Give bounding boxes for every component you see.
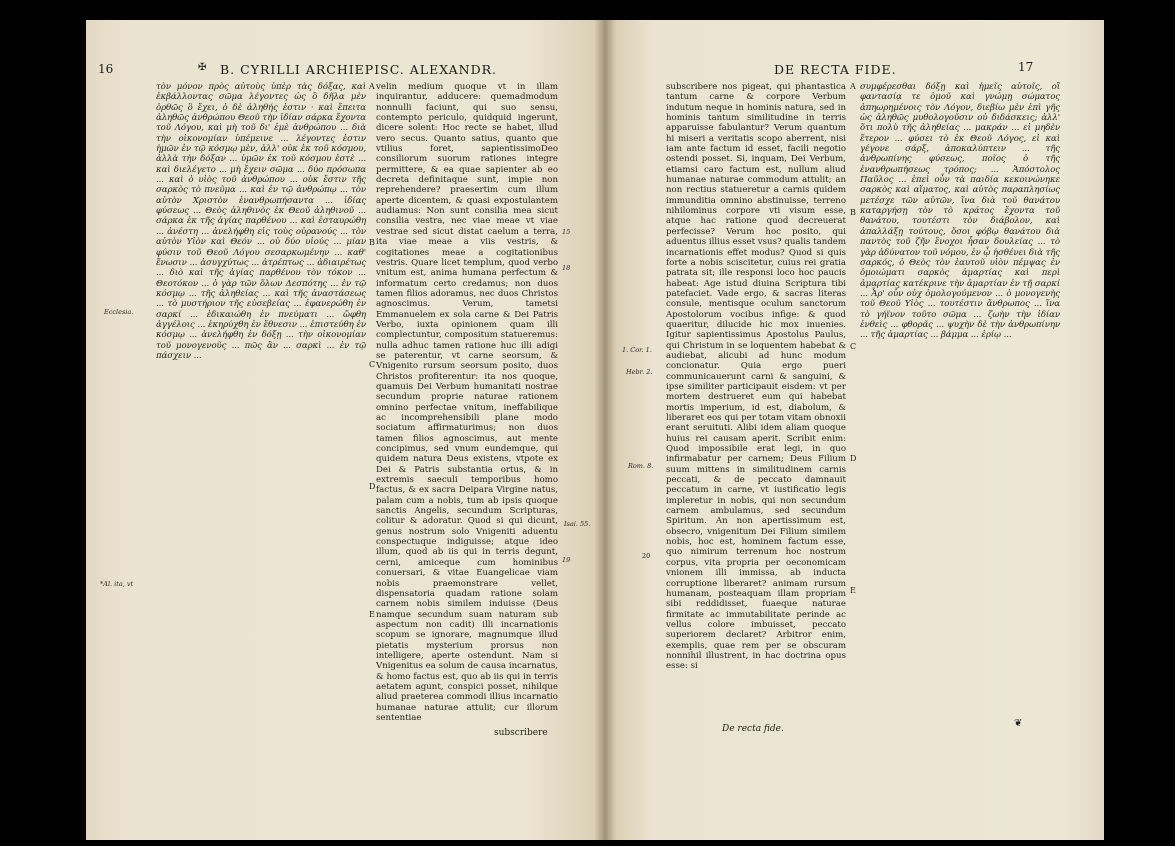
- left-marker-e: E: [369, 610, 375, 619]
- signature-mark: ❦: [1014, 718, 1023, 729]
- left-line-number-19: 19: [562, 556, 571, 564]
- left-margin-note-2: *Al. ita, vt: [100, 580, 134, 588]
- right-margin-note-1: 1. Cor. 1.: [622, 346, 652, 354]
- right-marker-c: C: [850, 342, 857, 351]
- left-marker-d: D: [369, 482, 376, 491]
- left-greek-column: τὸν μόνον πρὸς αὐτοὺς ὑπὲρ τὰς δόξας, καὶ ἐκβάλλοντας σῶμα λέγοντες ὡς ὃ δῆλα μὲν ὀρθῶς ὃ ἔχει, ὁ δὲ ἀληθής ἐστιν · καὶ ἔπειτα ἀληθῶς ἀνθρώπου Θεοῦ τὴν ἰδίαν σάρκα ἔχοντα τοῦ Λόγου, καὶ μὴ τοῦ δι' ἐμὲ ἀνθρώπου ... διὰ τὴν οἰκονομίαν ὑπέμεινε ... λέγοντες ἐστιν ἡμῶν ἐν τῷ κόσμῳ μὲν, ἀλλ' οὐκ ἐκ τοῦ κόσμου, ἀλλὰ τὴν δόξαν ... ὑμῶν ἐκ τοῦ κόσμου ἐστὲ ... καὶ διελέγετο ... μὴ ἔχειν σῶμα ... δύο πρόσωπα ... καὶ ὁ υἱὸς τοῦ ἀνθρώπου ... οὐκ ἔστιν τῆς σαρκὸς τὸ πνεῦμα ... καὶ ἐν τῷ ἀνθρώπῳ ... τὸν αὐτὸν Χριστὸν ἐνανθρωπήσαντα ... ἰδίας φύσεως ... Θεὸς ἀληθινὸς ἐκ Θεοῦ ἀληθινοῦ ... σάρκα ἐκ τῆς ἁγίας παρθένου ... καὶ ἐσταυρώθη ... ἀνέστη ... ἀνελήφθη εἰς τοὺς οὐρανούς ... τὸν αὐτὸν Υἱὸν καὶ Θεόν ... οὐ δύο υἱούς ... μίαν φύσιν τοῦ Θεοῦ Λόγου σεσαρκωμένην ... καθ' ἕνωσιν ... ἀσυγχύτως ... ἀτρέπτως ... ἀδιαιρέτως ... διὸ καὶ τῆς ἁγίας παρθένου τὸν τόκον ... Θεοτόκον ... ὁ γὰρ τῶν ὅλων Δεσπότης ... ἐν τῷ κόσμῳ ... τῆς ἀληθείας ... καὶ τῆς ἀναστάσεως ... τὸ μυστήριον τῆς εὐσεβείας ... ἐφανερώθη ἐν σαρκί ... ἐδικαιώθη ἐν πνεύματι ... ὤφθη ἀγγέλοις ... ἐκηρύχθη ἐν ἔθνεσιν ... ἐπιστεύθη ἐν κόσμῳ ... ἀνελήφθη ἐν δόξῃ ... τὴν οἰκονομίαν τοῦ μονογενοῦς ... πῶς ἂν ... σαρκὶ ... ἐν τῷ πάσχειν ...: [156, 82, 366, 361]
- right-margin-note-2: Hebr. 2.: [626, 368, 653, 376]
- right-marker-b: B: [850, 208, 856, 217]
- left-margin-note-1: Ecclesia.: [104, 308, 134, 316]
- left-page: [86, 20, 604, 840]
- left-marker-b: B: [369, 238, 375, 247]
- book-gutter: [594, 20, 616, 840]
- right-marker-a: A: [850, 82, 856, 91]
- ornament-left: ✠: [198, 62, 207, 73]
- left-latin-column: velin medium quoque vt in illam inquirantur, adducere: quemadmodum nonnulli faciunt, qui suo sensu, contempto periculo, quidquid ingerunt, dicere solent: Hoc recte se habet, illud vero secus. Quanto satius, quanto que vtilius foret, sapientissimoDeo consiliorum suorum rationes integre permittere, & ea quae sapienter ab eo decreta definitaque sunt, impie non reprehendere? praesertim cum illum aperte dicentem, & quasi expostulantem audiamus: Non sunt consilia mea sicut consilia vestra, nec viae meae vt viae vestrae sed sicut distat caelum a terra, ita viae meae a viis vestris, & cogitationes meae a cogitationibus vestris. Quare licet templum, quod verbo vnitum est, anima humana perfectum & informatum certo credamus; non duos tamen filios adoramus, nec duos Christos agnoscimus. Verum, tametsi Emmanuelem ex sola carne & Dei Patris Verbo, iuxta opinionem quam illi complectuntur, compositum statueremus: nulla adhuc tamen ratione huc illi adigi se paterentur, vt carne seorsum, & Vnigenito rursum seorsum posito, duos Christos profiterentur: ita nos quoque, quamuis Dei Verbum humanitati nostrae secundum proprie naturae rationem omnino perfectae vnitum, ineffabilique ac incomprehensibili plane modo sociatum affirmaturimus; non duos tamen filios agnoscimus, aut mente concipimus, sed vnum eundemque, qui quidem natura Deus existens, vtpote ex Dei & Patris substantia ortus, & in extremis saeculi temporibus homo factus, & ex sacra Deipara Virgine natus, palam cum a nobis, tum ab ipsis quoque sanctis Angelis, secundum Scripturas, colitur & adoratur. Quod si qui dicunt, genus nostrum solo Vnigeniti aduentu conspectuque indiguisse; atque ideo illum, quod ab iis qui in terris degunt, cerni, amiceque cum hominibus conuersari, & vitae Euangelicae viam nobis praemonstrare vellet, dispensatoria quadam ratione solam carnem nobis similem induisse (Deus namque secundum suam naturam sub aspectum non cadit) illi incarnationis scopum se ignorare, magnumque illud pietatis mysterium prorsus non intelligere, aperte ostendunt. Nam si Vnigenitus ea solum de causa incarnatus, & homo factus est, quo ab iis qui in terris aetatem agunt, conspici posset, nihilque aliud praeterea commodi illius incarnatio humanae naturae attulit; cur illorum sententiae: [376, 82, 558, 722]
- right-greek-column: συμφέρεσθαι δόξῃ καὶ ἡμεῖς αὐτοῖς, οἳ φαντασίᾳ τε ὁμοῦ καὶ γνώμῃ σώματος ἀπηωρημένοις τὸν Λόγον, διεβίω μὲν ἐπὶ γῆς ὡς ἀληθῶς μυθολογοῦσιν οὐ διδάσκεις; ἀλλ' ὅτι πολὺ τῆς ἀληθείας ... μακράν ... εἰ μηδὲν ἕτερον ... φύσει τὸ ἐκ Θεοῦ Λόγος, εἰ καὶ γέγονε σάρξ, ἀποκαλύπτειν ... τῆς ἀνθρωπίνης φύσεως, ποῖος ὁ τῆς ἐνανθρωπήσεως τρόπος; ... Ἀπόστολος Παῦλος ... ἐπεὶ οὖν τὰ παιδία κεκοινώνηκε σαρκὸς καὶ αἵματος, καὶ αὐτὸς παραπλησίως μετέσχε τῶν αὐτῶν, ἵνα διὰ τοῦ θανάτου καταργήσῃ τὸν τὸ κράτος ἔχοντα τοῦ θανάτου, τουτέστι τὸν διάβολον, καὶ ἀπαλλάξῃ τούτους, ὅσοι φόβῳ θανάτου διὰ παντὸς τοῦ ζῆν ἔνοχοι ἦσαν δουλείας ... τὸ γὰρ ἀδύνατον τοῦ νόμου, ἐν ᾧ ἠσθένει διὰ τῆς σαρκός, ὁ Θεὸς τὸν ἑαυτοῦ υἱὸν πέμψας ἐν ὁμοιώματι σαρκὸς ἁμαρτίας καὶ περὶ ἁμαρτίας κατέκρινε τὴν ἁμαρτίαν ἐν τῇ σαρκί ... Ἆρ' οὖν οὐχ ὁμολογούμενον ... ὁ μονογενὴς τοῦ Θεοῦ Υἱὸς ... τουτέστιν ἄνθρωπος ... ἵνα τὸ γήϊνον τοῦτο σῶμα ... ζωὴν τὴν ἰδίαν ἐνθεὶς ... φθορᾶς ... ψυχὴν δὲ τὴν ἀνθρωπίνην ... τῆς ἁμαρτίας ... βάμμα ... ἐρίῳ ...: [860, 82, 1060, 341]
- left-line-number-18: 18: [562, 264, 571, 272]
- left-marker-a: A: [369, 82, 375, 91]
- right-margin-note-3: Rom. 8.: [628, 462, 654, 470]
- left-catchword: subscribere: [494, 728, 548, 738]
- left-running-head: B. CYRILLI ARCHIEPISC. ALEXANDR.: [220, 62, 498, 77]
- right-catchword: De recta fide.: [722, 724, 784, 734]
- right-page: [604, 20, 1104, 840]
- right-running-head: DE RECTA FIDE.: [774, 62, 897, 77]
- left-line-number-15: 15: [562, 228, 571, 236]
- right-latin-column: subscribere nos pigeat, qui phantastica tantum carne & corpore Verbum indutum neque in hominis natura, sed in hominis tantum similitudine in terris apparuisse fabulantur? Verum quantum hi miseri a veritatis scopo aberrent, nisi iam ante factum id esset, facili negotio ostendi posset. Si, inquam, Dei Verbum, etiamsi caro factum est, nullum aliud humanae naturae commodum attulit; an non rectius statueretur a carnis quidem immunditia omnino abstinuisse, terreno nihilominus corpore vti visum esse, atque hac ratione quod decreuerat perfecisse? Verum hoc posito, qui aduentus illius esset vsus? qualis tandem incarnationis effet modus? Quod si quis forte a nobis sciscitetur, cuius rei gratia patrata sit; ille responsi loco hoc paucis habeat: Age istud diuina Scriptura tibi patefaciet. Vade ergo, & sacras literas consule, mentisque oculum sanctorum Apostolorum vocibus infige: & quod quaeritur, dilucide hic mox inuenies. Igitur sapientissimus Apostolus Paulus, qui Christum in se loquentem habebat & audiebat, alicubi ad hunc modum concionatur. Quia ergo pueri communicauerunt carni & sanguini, & ipse similiter participauit eisdem: vt per mortem destrueret eum qui habebat mortis imperium, id est, diabolum, & liberaret eos qui per totam vitam obnoxii erant seruituti. Alibi idem aliam quoque huius rei causam aperit. Scribit enim: Quod impossibile erat legi, in quo infirmabatur per carnem; Deus Filium suum mittens in similitudinem carnis peccati, & de peccato damnauit peccatum in carne, vt iustificatio legis impleretur in nobis, qui non secundum carnem ambulamus, sed secundum Spiritum. An non apertissimum est, obsecro, vnigenitum Dei Filium similem nobis, hoc est, hominem factum esse, quo nimirum terrenum hoc nostrum corpus, vita propria per oeconomicam vnionem illi immissa, ab inducta corruptione liberaret? animam rursum humanam, posteaquam illam propriam sibi reddidisset, fuaeque naturae firmitate ac immutabilitate perinde ac vellus colore imbuisset, peccato superiorem declaret? Arbitror enim, exemplis, quae rem per se obscuram nonnihil illustrent, in hac doctrina opus esse: si: [666, 82, 846, 672]
- right-marker-d: D: [850, 454, 857, 463]
- right-page-number: 17: [1018, 60, 1034, 74]
- left-page-number: 16: [98, 62, 114, 76]
- right-marker-e: E: [850, 586, 856, 595]
- left-margin-note-3: Isai. 55.: [564, 520, 591, 528]
- right-line-number-20: 20: [642, 552, 651, 560]
- book-spread: [86, 20, 1104, 840]
- left-marker-c: C: [369, 360, 376, 369]
